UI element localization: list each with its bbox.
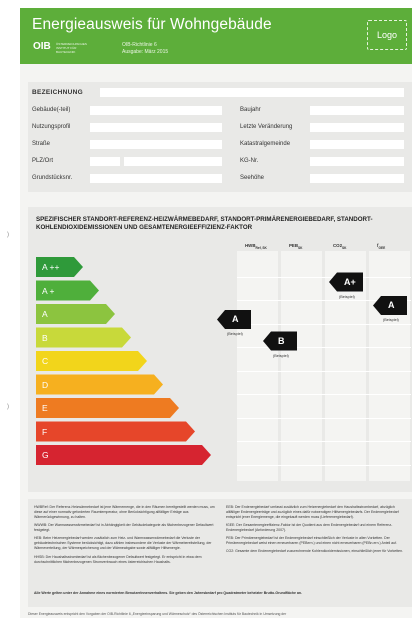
example-pointer-label: B — [278, 335, 285, 346]
postcode-field[interactable] — [90, 157, 120, 166]
example-note: (Beispiel) — [383, 318, 399, 322]
legend-paragraph: EEB: Der Endenergiebedarf umfasst zusätzlich zum Heizenergiebedarf den Haushaltsstrombedarf, abzüglich allfälliger Endenergieerträge und zuzüglich eines dafür notwendigen Hilfsenergiebedarfs. Der Endenergiebedarf entspricht jener Energiemenge, die eingekauft werden muss (Lieferenergiebedarf). — [226, 505, 399, 520]
energy-class-label: D — [42, 379, 49, 390]
energy-class-scale — [28, 207, 412, 492]
energy-panel — [28, 207, 412, 492]
address-field-input[interactable] — [90, 106, 222, 115]
edition-label: Ausgabe: März 2015 — [122, 48, 169, 55]
example-pointer-label: A — [232, 314, 239, 324]
energy-class-label: B — [42, 332, 48, 343]
oib-logo: OIB — [33, 41, 51, 52]
column-header-base: HWB — [245, 243, 256, 248]
header — [20, 8, 412, 64]
column-header-base: f — [377, 243, 379, 248]
energy-class-label: C — [42, 356, 49, 366]
legend-paragraph: HHSB: Der Haushaltsstrombedarf ist als flächenbezogener Defaultwert festgelegt. Er entspricht in etwa dem durchschnittlichen flächenbezogenen Stromverbrauch eines österreichischen Haushalts. — [34, 554, 202, 564]
address-field-input[interactable] — [310, 174, 404, 183]
example-note: (Beispiel) — [339, 294, 355, 299]
address-field-label: Straße — [32, 141, 51, 147]
energy-class-bar — [36, 328, 131, 348]
energy-section-title: SPEZIFISCHER STANDORT-REFERENZ-HEIZWÄRMEBEDARF, STANDORT-PRIMÄRENERGIEBEDARF, STANDORT-KOHLENDIOXIDEMISSIONEN UND GESAMTENERGIEEFFIZIENZ-FAKTOR — [36, 216, 373, 232]
address-field-label: KG-Nr. — [240, 158, 259, 164]
energy-class-bar — [36, 351, 147, 371]
address-panel — [28, 82, 412, 192]
address-field-input[interactable] — [90, 140, 222, 149]
logo-placeholder[interactable]: Logo — [367, 20, 407, 50]
legend-paragraph: PEB: Der Primärenergiebedarf ist der Endenergiebedarf einschließlich der Verluste in allen Vorketten. Der Primärenergiebedarf weist einen erneuerbaren (PEBern.) und einen nicht erneuerbaren (PEBn.ern.) Anteil auf. — [226, 536, 398, 546]
column-header-base: PEB — [289, 243, 299, 248]
address-field-label: Nutzungsprofil — [32, 124, 71, 130]
address-field-input[interactable] — [90, 174, 222, 183]
example-note: (Beispiel) — [227, 332, 243, 336]
address-field-label: Letzte Veränderung — [240, 124, 293, 130]
address-field-label: Gebäude(-teil) — [32, 107, 71, 113]
example-note: (Beispiel) — [273, 353, 289, 358]
page-title: Energieausweis für Wohngebäude — [32, 16, 272, 33]
address-section-title: BEZEICHNUNG — [32, 89, 83, 96]
example-pointer-label: A+ — [344, 276, 356, 287]
column-header-base: CO2 — [333, 243, 343, 248]
address-field-label: Katastralgemeinde — [240, 141, 291, 147]
city-field[interactable] — [124, 157, 222, 166]
energy-certificate-page — [20, 8, 412, 618]
legend-right-column — [226, 505, 408, 558]
energy-class-bar — [36, 398, 179, 418]
legend-left-column — [34, 505, 216, 568]
margin-mark: ) — [7, 404, 9, 410]
address-field-input[interactable] — [310, 123, 404, 132]
energy-class-label: G — [42, 450, 49, 460]
energy-class-label: A — [42, 309, 48, 319]
column-header-subscript: GEE — [378, 245, 386, 250]
legend-paragraph: fGEE: Der Gesamtenergieeffizienz-Faktor ist der Quotient aus dem Endenergiebedarf und einem Referenz-Endenergiebedarf (Anforderung 2007). — [226, 523, 393, 533]
address-field-input[interactable] — [310, 157, 404, 166]
example-pointer-label: A — [388, 300, 395, 310]
energy-class-bar — [36, 375, 163, 395]
energy-class-bar — [36, 445, 211, 465]
legend-panel — [28, 499, 412, 607]
address-field-input[interactable] — [310, 140, 404, 149]
address-field-input[interactable] — [90, 123, 222, 132]
margin-mark: ) — [7, 232, 9, 238]
guideline-label: OIB-Richtlinie 6 — [122, 42, 157, 48]
address-field-label: Grundstücksnr. — [32, 175, 73, 181]
energy-class-label: F — [42, 426, 48, 437]
designation-field[interactable] — [100, 88, 404, 97]
energy-class-bar — [36, 422, 195, 442]
energy-class-label: A + — [42, 285, 55, 296]
column-header-subscript: SK — [298, 245, 303, 250]
energy-class-label: E — [42, 403, 48, 413]
address-field-label: Baujahr — [240, 107, 261, 113]
address-field-label: Seehöhe — [240, 175, 265, 181]
legend-note: Alle Werte gelten unter der Annahme eines normierten BenutzerInnenverhaltens. Sie geben den Jahresbedarf pro Quadratmeter beheizter Brutto-Grundfläche an. — [34, 591, 303, 595]
legend-paragraph: HEB: Beim Heizenergiebedarf werden zusätzlich zum Heiz- und Warmwasserwärmebedarf die Verluste der gebäudetechnischen Systeme berücksichtigt, dazu zählen insbesondere die Verluste der Wärmebereitstellung, der Wärmeverteilung, der Wärmespeicherung und der Wärmeabgabe sowie allfälliger Hilfsenergie. — [34, 536, 212, 551]
column-header-subscript: Ref, SK — [255, 245, 267, 250]
energy-class-label: A ++ — [42, 262, 60, 272]
legend-paragraph: WWWB: Der Warmwasserwärmebedarf ist in Abhängigkeit der Gebäudekategorie als flächenbezogener Defaultwert festgelegt. — [34, 523, 214, 533]
address-field-label: PLZ/Ort — [32, 158, 54, 164]
column-header-subscript: SK — [342, 245, 347, 250]
legend-paragraph: CO2: Gesamte dem Endenergiebedarf zuzurechnende Kohlendioxidemissionen, einschließlich jener für Vorketten. — [226, 549, 404, 554]
oib-logo-subtitle: ÖSTERREICHISCHES INSTITUT FÜR BAUTECHNIK — [56, 42, 87, 54]
guideline-info — [122, 42, 168, 55]
address-field-input[interactable] — [310, 106, 404, 115]
legend-paragraph: HWBRef: Der Referenz-Heizwärmebedarf ist jene Wärmemenge, die in den Räumen bereitgestellt werden muss, um diese auf einer normativ geforderten Raumtemperatur, ohne Berücksichtigung allfälliger Erträge aus Wärmerückgewinnung, zu halten. — [34, 505, 215, 520]
footer-note: Dieser Energieausweis entspricht den Vorgaben der OIB-Richtlinie 6 „Energieeinsparung und Wärmeschutz“ des Österreichischen Instituts für Bautechnik in Umsetzung der — [28, 612, 287, 616]
